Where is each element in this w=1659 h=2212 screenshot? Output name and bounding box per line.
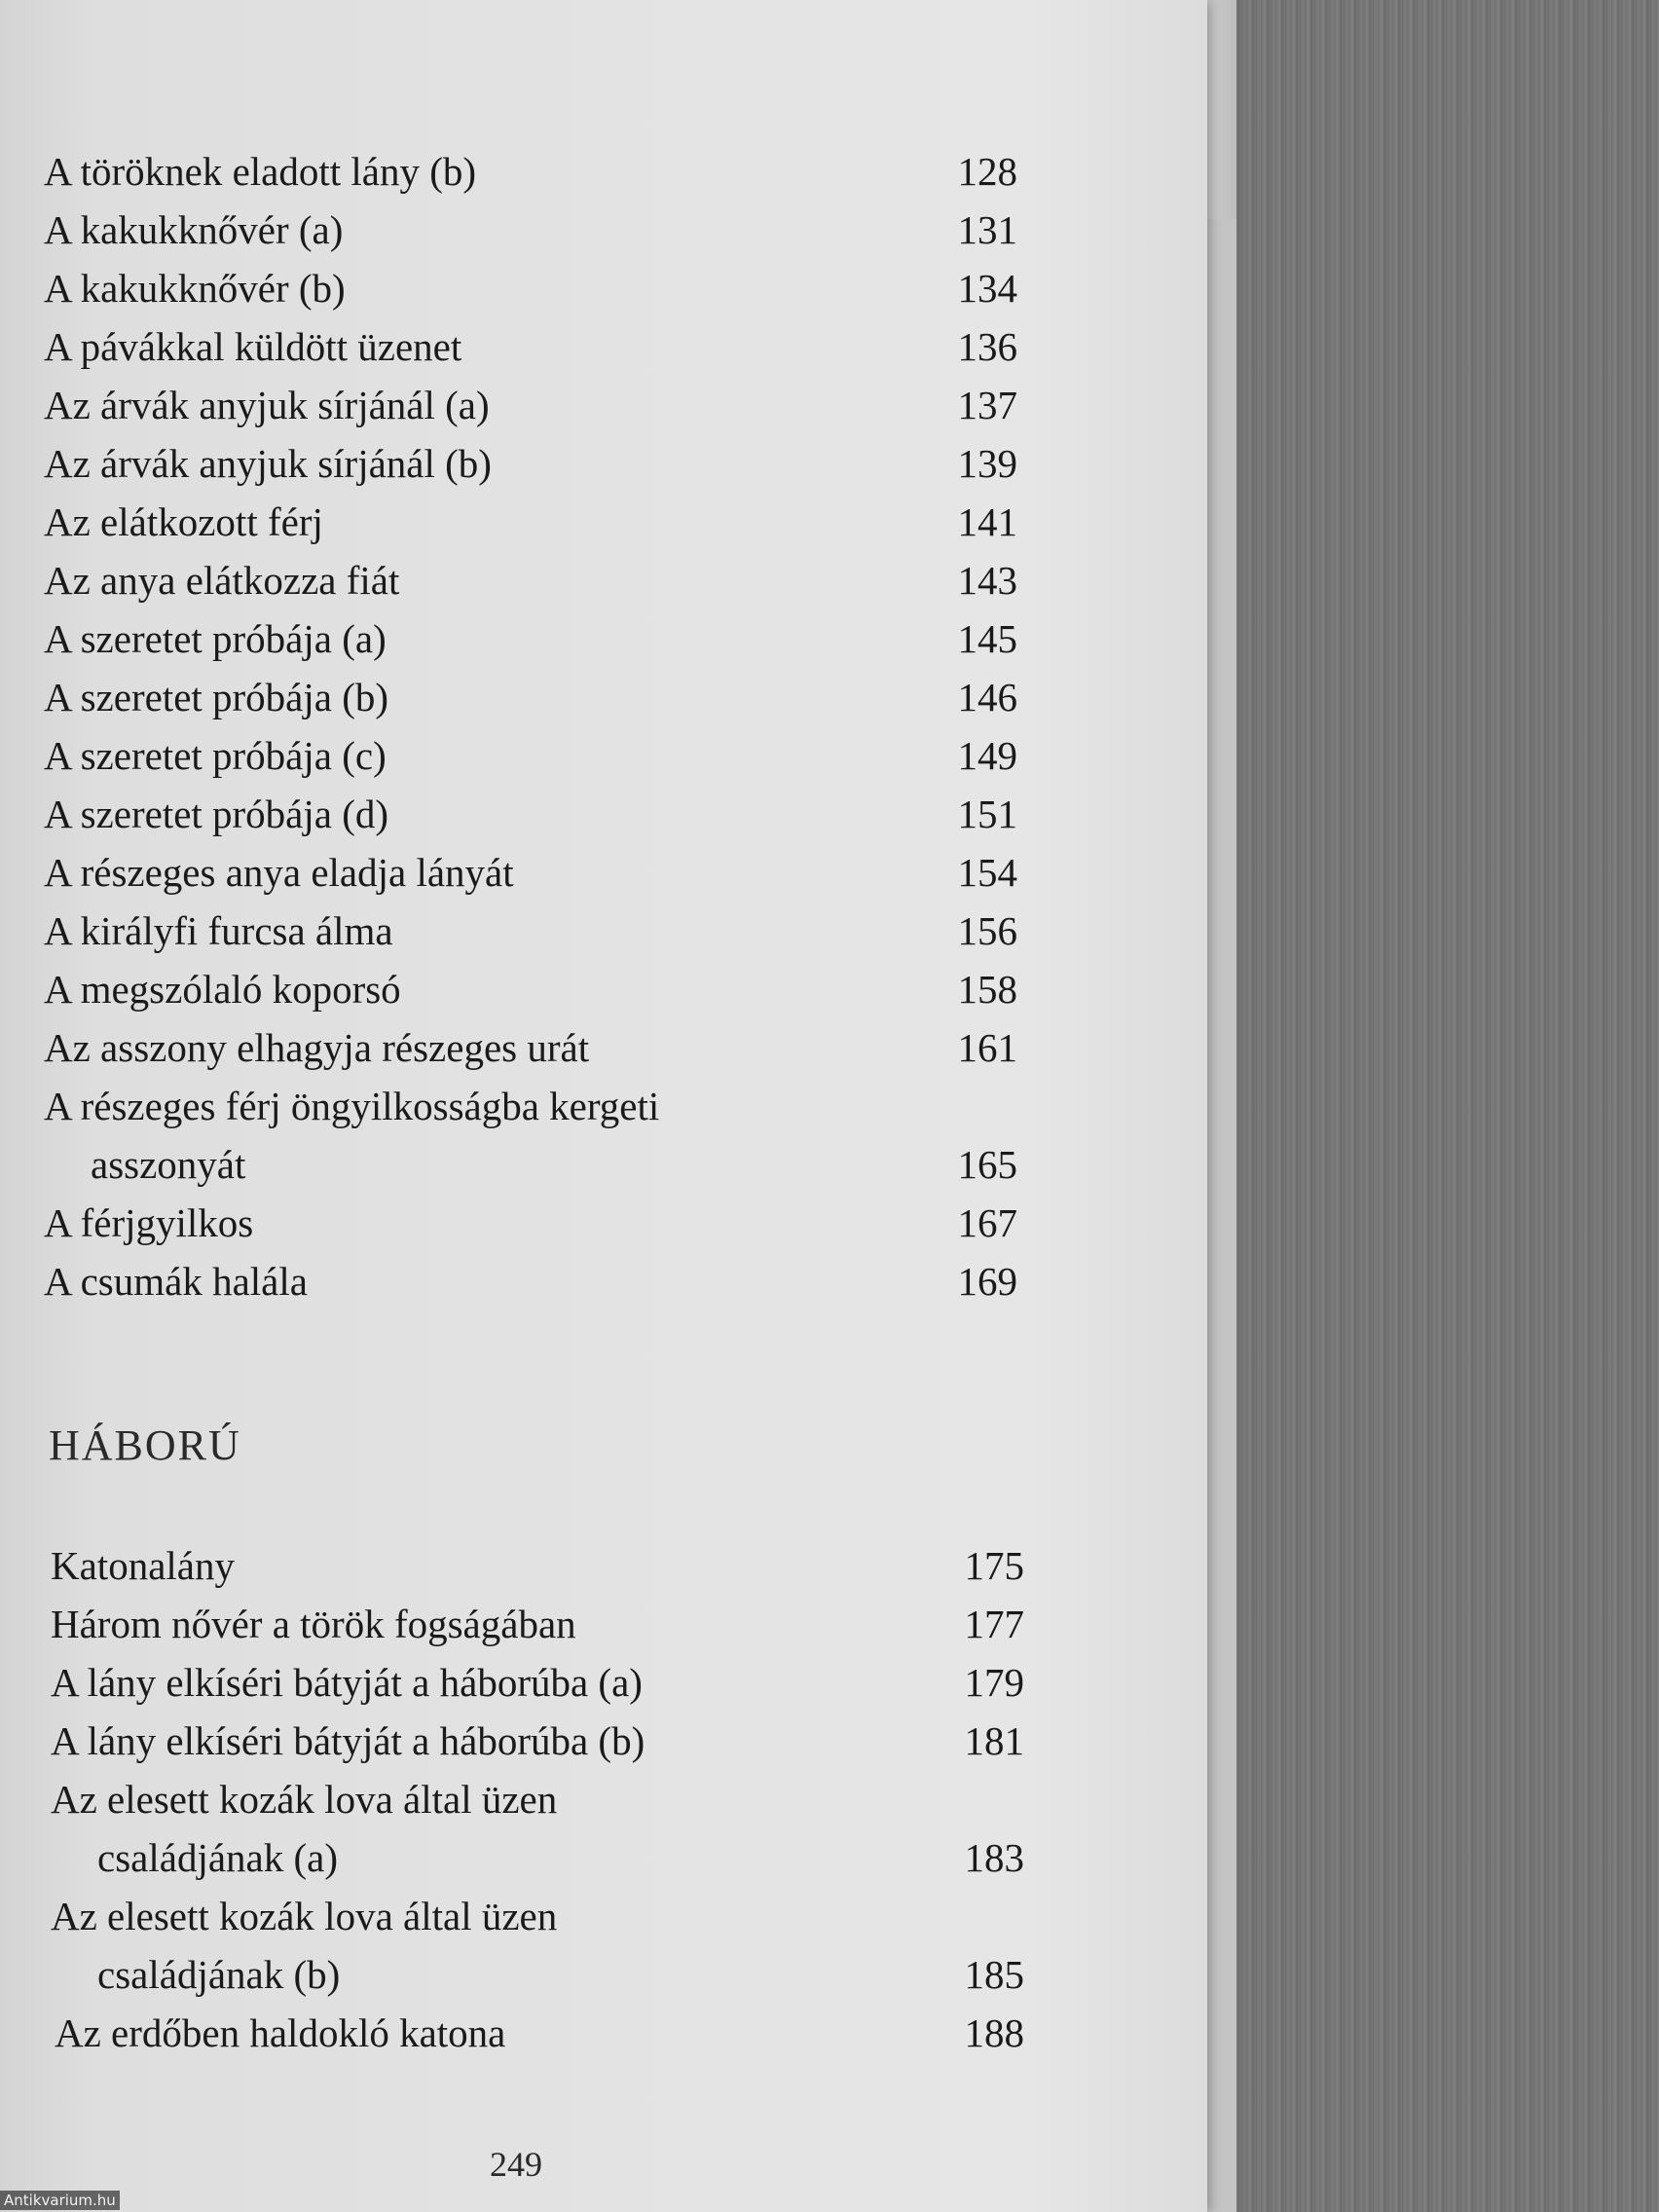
toc-entry-title: A szeretet próbája (a)	[44, 616, 387, 661]
toc-entry-title: Katonalány	[51, 1543, 235, 1588]
toc-entry-title: A megszólaló koporsó	[44, 967, 401, 1012]
toc-entry-page: 177	[964, 1602, 1024, 1646]
toc-entry-title: A csumák halála	[44, 1259, 308, 1304]
toc-entry-page: 149	[957, 733, 1017, 778]
toc-entry-title: Az elátkozott férj	[44, 499, 323, 544]
toc-entry-page: 143	[957, 558, 1017, 603]
toc-entry-page: 154	[957, 850, 1017, 895]
toc-entry-title: A töröknek eladott lány (b)	[44, 149, 477, 194]
toc-entry-title: Az anya elátkozza fiát	[44, 558, 400, 603]
toc-entry-title: Az árvák anyjuk sírjánál (b)	[44, 441, 492, 486]
toc-entry-title: Az erdőben haldokló katona	[55, 2010, 506, 2055]
toc-entry-title: A férjgyilkos	[44, 1200, 254, 1245]
toc-entry-page: 165	[957, 1142, 1017, 1187]
toc-entry-page: 188	[964, 2010, 1024, 2055]
toc-entry-title: A lány elkíséri bátyját a háborúba (b)	[51, 1718, 645, 1763]
toc-entry-title: A kakukknővér (a)	[44, 207, 344, 252]
toc-entry-page: 158	[957, 967, 1017, 1012]
toc-entry-title: A királyfi furcsa álma	[44, 908, 393, 953]
toc-entry-page: 181	[964, 1718, 1024, 1763]
toc-entry-page: 179	[964, 1660, 1024, 1705]
toc-entry-page: 128	[957, 149, 1017, 194]
toc-entry-page: 183	[964, 1835, 1024, 1880]
toc-entry-page: 175	[964, 1543, 1024, 1588]
toc-entry-page: 161	[957, 1025, 1017, 1070]
toc-entry-page: 134	[957, 266, 1017, 311]
toc-entry-page: 169	[957, 1259, 1017, 1304]
toc-entry-page: 185	[964, 1952, 1024, 1997]
toc-entry-title: A szeretet próbája (d)	[44, 792, 389, 836]
page-number: 249	[490, 2145, 542, 2184]
toc-entry-title: A pávákkal küldött üzenet	[44, 324, 462, 369]
toc-entry-page: 137	[957, 383, 1017, 427]
toc-entry-page: 136	[957, 324, 1017, 369]
toc-entry-page: 131	[957, 207, 1017, 252]
toc-entry-page: 145	[957, 616, 1017, 661]
toc-entry-page: 167	[957, 1200, 1017, 1245]
toc-entry-page: 151	[957, 792, 1017, 836]
toc-entry-title: Az elesett kozák lova által üzen	[51, 1777, 558, 1822]
toc-entry-title: Három nővér a török fogságában	[51, 1602, 576, 1646]
watermark: Antikvarium.hu	[0, 2191, 120, 2210]
toc-entry-page: 156	[957, 908, 1017, 953]
toc-entry-title: A kakukknővér (b)	[44, 266, 346, 311]
toc-entry-title: A szeretet próbája (c)	[44, 733, 387, 778]
toc-entry-title-continuation: családjának (b)	[97, 1952, 341, 1997]
toc-entry-title: A lány elkíséri bátyját a háborúba (a)	[51, 1660, 643, 1705]
toc-entry-title: Az asszony elhagyja részeges urát	[44, 1025, 590, 1070]
toc-entry-title: A szeretet próbája (b)	[44, 675, 389, 719]
toc-entry-page: 146	[957, 675, 1017, 719]
toc-entry-page: 139	[957, 441, 1017, 486]
toc-entry-title: Az árvák anyjuk sírjánál (a)	[44, 383, 490, 427]
toc-entry-title-continuation: asszonyát	[91, 1142, 246, 1187]
toc-entry-title-continuation: családjának (a)	[97, 1835, 338, 1880]
toc-entry-page: 141	[957, 499, 1017, 544]
toc-entry-title: A részeges anya eladja lányát	[44, 850, 514, 895]
toc-entry-title: A részeges férj öngyilkosságba kergeti	[44, 1084, 660, 1128]
section-heading: HÁBORÚ	[49, 1421, 241, 1469]
toc-entry-title: Az elesett kozák lova által üzen	[51, 1894, 558, 1938]
